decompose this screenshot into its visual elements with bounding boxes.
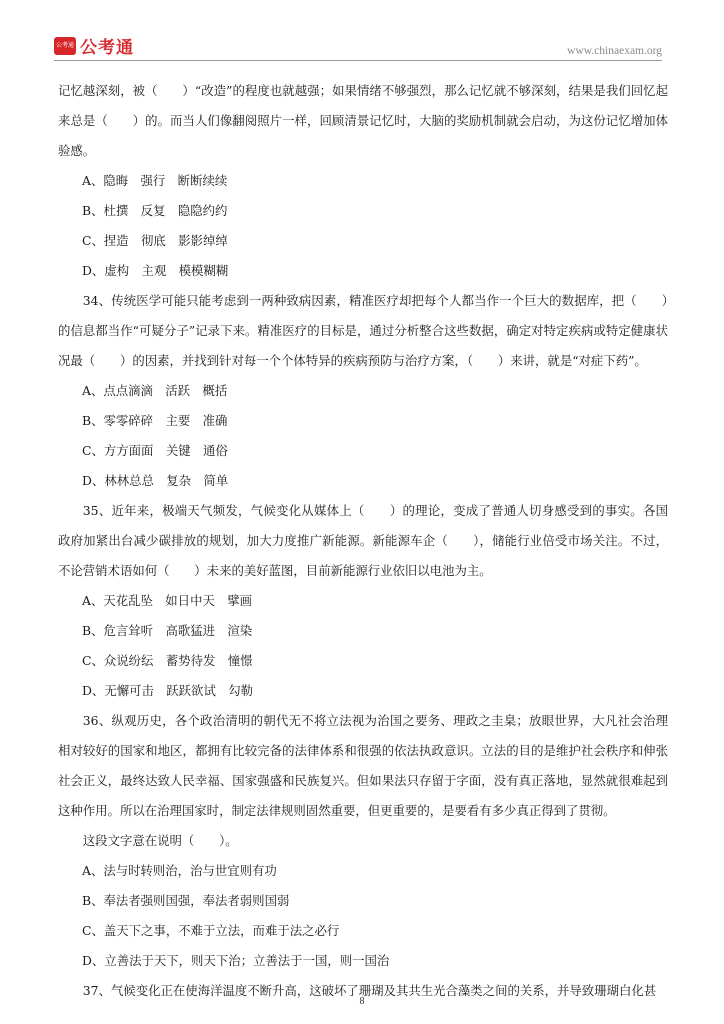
page-number: 8 bbox=[359, 996, 365, 1007]
answer-option: A、法与时转则治，治与世宜则有功 bbox=[82, 863, 277, 878]
answer-option: D、无懈可击 跃跃欲试 勾勒 bbox=[82, 683, 254, 698]
question-paragraph: 这段文字意在说明（ ）。 bbox=[82, 833, 238, 848]
logo-badge: 公考通 bbox=[54, 37, 76, 55]
answer-option: B、零零碎碎 主要 准确 bbox=[82, 413, 228, 428]
document-body bbox=[58, 76, 668, 1006]
question-paragraph: 34、传统医学可能只能考虑到一两种致病因素，精准医疗却把每个人都当作一个巨大的数据库，把（ ）的信息都当作“可疑分子”记录下来。精准医疗的目标是，通过分析整合这些数据，确定对特定疾病或特定健康状况最（ ）的因素，并找到针对每一个个体特异的疾病预防与治疗方案，（ ）来讲，就是“对症下药”。 bbox=[58, 293, 668, 368]
header-divider bbox=[54, 60, 662, 61]
answer-option: B、杜撰 反复 隐隐约约 bbox=[82, 203, 228, 218]
question-paragraph: 36、纵观历史，各个政治清明的朝代无不将立法视为治国之要务、理政之圭臬；放眼世界，大凡社会治理相对较好的国家和地区，都拥有比较完备的法律体系和很强的依法执政意识。立法的目的是维护社会秩序和伸张社会正义，最终达致人民幸福、国家强盛和民族复兴。但如果法只存留于字面，没有真正落地，显然就很难起到这种作用。所以在治理国家时，制定法律规则固然重要，但更重要的，是要看有多少真正得到了贯彻。 bbox=[58, 713, 668, 818]
answer-option: C、捏造 彻底 影影绰绰 bbox=[82, 233, 228, 248]
logo bbox=[54, 33, 134, 58]
answer-option: C、盖天下之事，不难于立法，而难于法之必行 bbox=[82, 923, 340, 938]
page-header bbox=[0, 0, 724, 62]
answer-option: C、方方面面 关键 通俗 bbox=[82, 443, 228, 458]
answer-option: A、天花乱坠 如日中天 擘画 bbox=[82, 593, 253, 608]
answer-option: D、林林总总 复杂 简单 bbox=[82, 473, 229, 488]
answer-option: D、虚构 主观 模模糊糊 bbox=[82, 263, 229, 278]
site-url: www.chinaexam.org bbox=[567, 45, 662, 57]
answer-option: B、危言耸听 高歌猛进 渲染 bbox=[82, 623, 253, 638]
question-paragraph: 37、气候变化正在使海洋温度不断升高，这破坏了珊瑚及其共生光合藻类之间的关系，并导致珊瑚白化甚 bbox=[82, 983, 657, 998]
question-paragraph: 记忆越深刻，被（ ）“改造”的程度也就越强；如果情绪不够强烈，那么记忆就不够深刻，结果是我们回忆起来总是（ ）的。而当人们像翻阅照片一样，回顾清景记忆时，大脑的奖励机制就会启动，为这份记忆增加体验感。 bbox=[58, 83, 668, 158]
question-paragraph: 35、近年来，极端天气频发，气候变化从媒体上（ ）的理论，变成了普通人切身感受到的事实。各国政府加紧出台减少碳排放的规划，加大力度推广新能源。新能源车企（ ），储能行业倍受市场关注。不过，不论营销术语如何（ ）未来的美好蓝图，目前新能源行业依旧以电池为主。 bbox=[58, 503, 668, 578]
answer-option: C、众说纷纭 蓄势待发 憧憬 bbox=[82, 653, 253, 668]
answer-option: A、点点滴滴 活跃 概括 bbox=[82, 383, 228, 398]
answer-option: A、隐晦 强行 断断续续 bbox=[82, 173, 228, 188]
logo-text: 公考通 bbox=[80, 38, 134, 58]
answer-option: B、奉法者强则国强，奉法者弱则国弱 bbox=[82, 893, 290, 908]
answer-option: D、立善法于天下，则天下治；立善法于一国，则一国治 bbox=[82, 953, 390, 968]
